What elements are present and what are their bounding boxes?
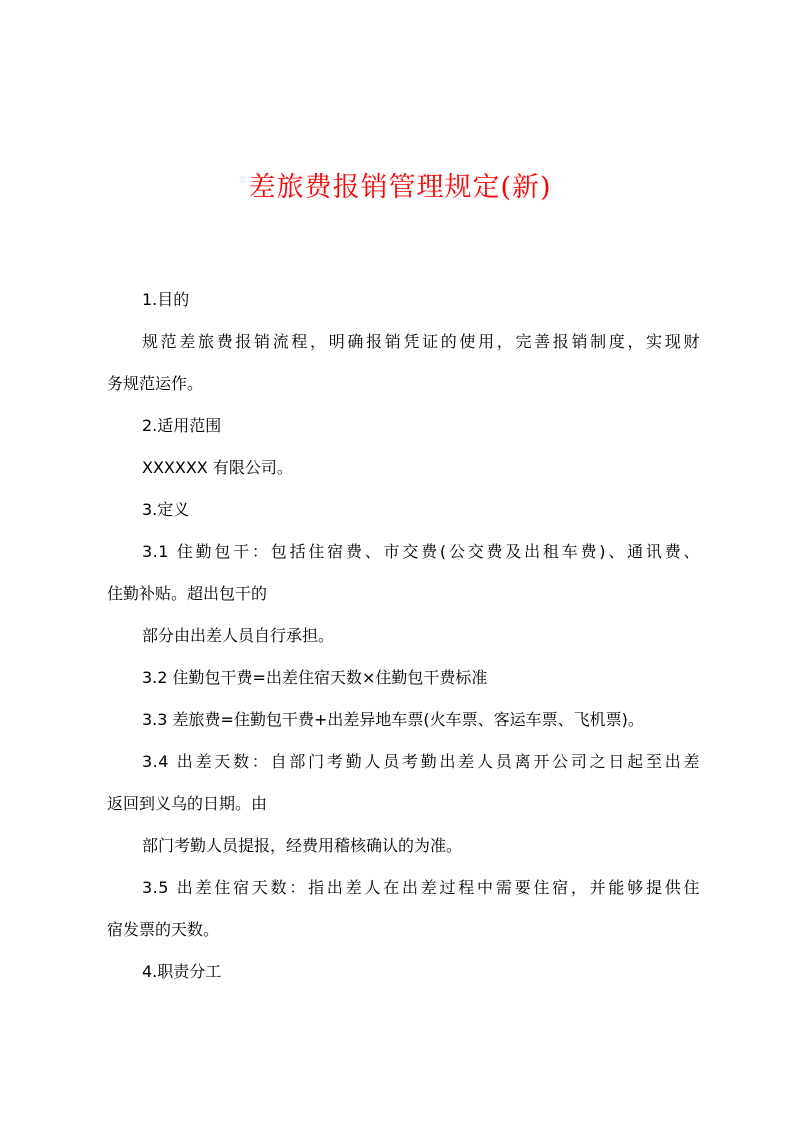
section-heading-scope: 2.适用范围 bbox=[142, 416, 222, 435]
paragraph-line: 部分由出差人员自行承担。 bbox=[142, 626, 335, 645]
document-title: 差旅费报销管理规定(新) bbox=[248, 172, 552, 203]
paragraph-line: 3.3 差旅费=住勤包干费+出差异地车票(火车票、客运车票、飞机票)。 bbox=[142, 710, 644, 729]
paragraph-line: 宿发票的天数。 bbox=[107, 920, 220, 939]
paragraph-line: XXXXXX 有限公司。 bbox=[142, 458, 293, 477]
section-heading-definitions: 3.定义 bbox=[142, 500, 190, 519]
paragraph-line: 住勤补贴。超出包干的 bbox=[107, 584, 268, 603]
paragraph-line: 返回到义乌的日期。由 bbox=[107, 794, 268, 813]
paragraph-line: 3.5 出差住宿天数：指出差人在出差过程中需要住宿，并能够提供住 bbox=[142, 878, 700, 897]
section-heading-purpose: 1.目的 bbox=[142, 290, 190, 309]
paragraph-line: 3.4 出差天数：自部门考勤人员考勤出差人员离开公司之日起至出差 bbox=[142, 752, 700, 771]
paragraph-line: 部门考勤人员提报，经费用稽核确认的为准。 bbox=[142, 836, 463, 855]
section-heading-responsibilities: 4.职责分工 bbox=[142, 962, 222, 981]
paragraph-line: 务规范运作。 bbox=[107, 374, 204, 393]
paragraph-line: 3.2 住勤包干费=出差住宿天数×住勤包干费标准 bbox=[142, 668, 488, 687]
paragraph-line: 3.1 住勤包干：包括住宿费、市交费(公交费及出租车费)、通讯费、 bbox=[142, 542, 700, 561]
paragraph-line: 规范差旅费报销流程，明确报销凭证的使用，完善报销制度，实现财 bbox=[142, 332, 700, 351]
